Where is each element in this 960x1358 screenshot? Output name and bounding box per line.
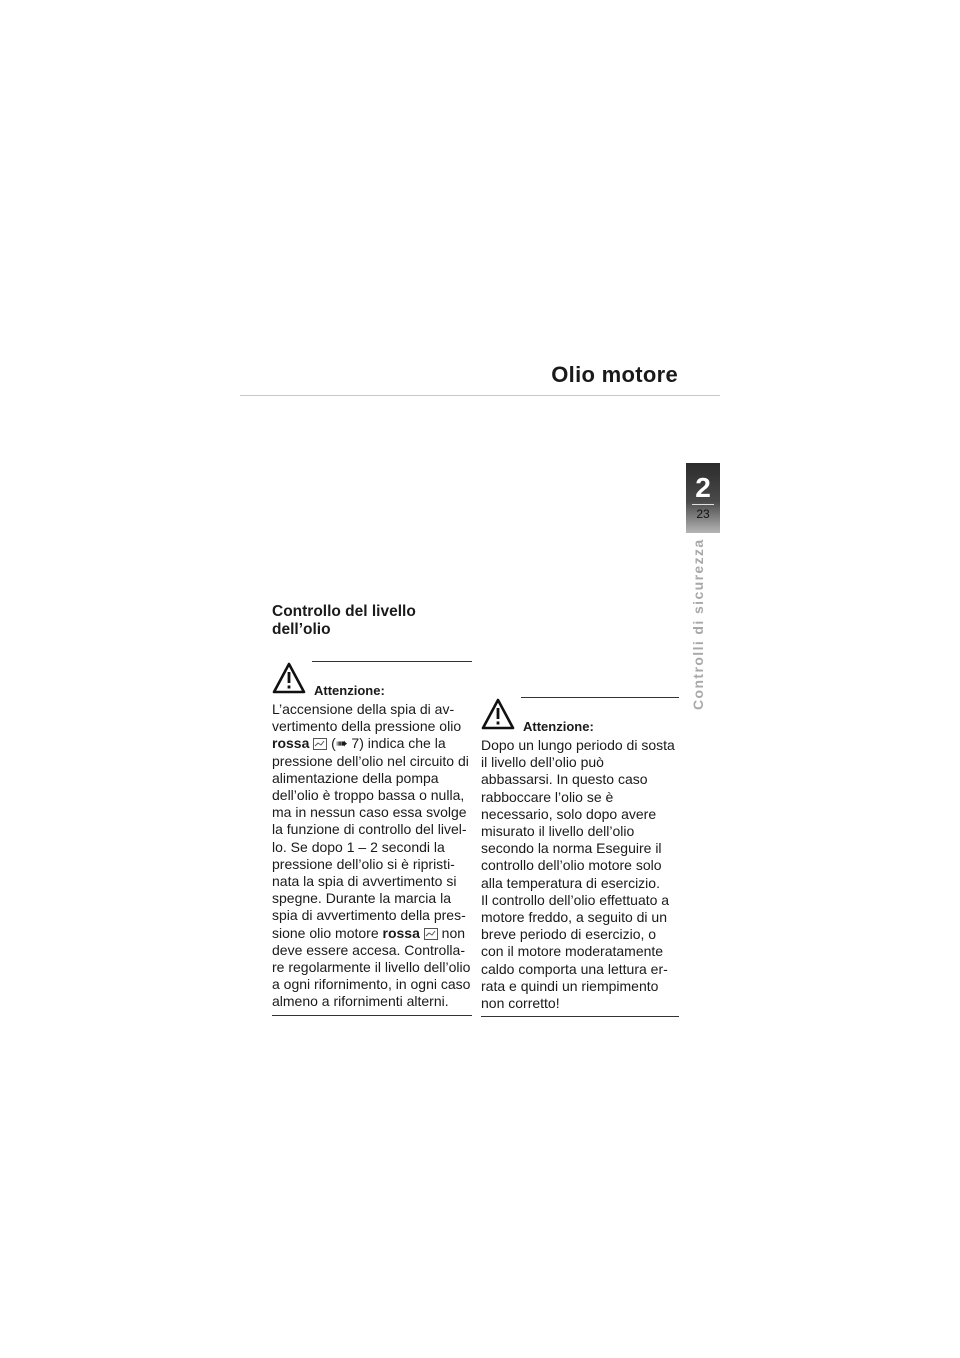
section-heading-line-2: dell’olio — [272, 621, 331, 638]
tab-divider — [692, 504, 714, 505]
page-reference-arrow: ➠ — [335, 735, 348, 752]
warning-label: Attenzione: — [314, 682, 385, 698]
page-number: 23 — [696, 507, 710, 521]
warning-text-3: Il controllo dell’olio effettuato a motore freddo, a seguito di un breve periodo di esercizio, o con il motore moderatamente caldo comporta una lettura er-rata e quindi un riempimento non corretto! — [481, 891, 670, 1012]
chapter-tab — [686, 463, 720, 533]
warning-text-part-3: 7) indica che la pressione dell’olio nel circuito di alimentazione della pompa dell’olio è troppo bassa o nulla, ma in nessun caso essa svolge la funzione di controllo del livel-lo. Se dopo 1 – 2 secondi la pressione dell’olio si è ripristi-nata la spia di avvertimento si spegne. Durante la marcia la spia di avvertimento della pres-sione olio motore — [272, 735, 469, 941]
left-column — [272, 603, 472, 1016]
warning-header-2 — [481, 697, 679, 737]
bold-red-word: rossa — [272, 735, 310, 752]
warning-text-part-4: non deve essere accesa. Controlla-re regolarmente il livello dell’olio a ogni rifornimento, in ogni caso almeno a rifornimenti alterni. — [272, 924, 471, 1010]
bold-red-word-2: rossa — [382, 924, 420, 941]
warning-header — [272, 661, 472, 701]
warning-text — [272, 701, 472, 1011]
warning-label-2: Attenzione: — [523, 718, 594, 734]
warning-triangle-icon-2 — [481, 698, 515, 730]
warning-end-rule-2 — [481, 1016, 679, 1017]
warning-rule-2 — [521, 697, 679, 698]
warning-text-part-2: ( — [331, 735, 336, 752]
side-chapter-label: Controlli di sicurezza — [690, 538, 706, 710]
section-heading-line-1: Controllo del livello — [272, 603, 416, 620]
warning-end-rule — [272, 1015, 472, 1016]
oil-pressure-lamp-icon — [313, 738, 327, 750]
chapter-number: 2 — [695, 472, 711, 503]
section-heading — [272, 603, 472, 639]
right-column — [481, 697, 679, 1017]
header-rule — [240, 395, 720, 396]
warning-triangle-icon — [272, 662, 306, 694]
warning-rule — [312, 661, 472, 662]
warning-text-part-1: L’accensione della spia di av-vertimento della pressione olio — [272, 701, 462, 735]
warning-text-2: Dopo un lungo periodo di sosta il livello dell’olio può abbassarsi. In questo caso rabboccare l’olio se è necessario, solo dopo avere misurato il livello dell’olio secondo la norma Eseguire il controllo dell’olio motore solo alla temperatura di esercizio. — [481, 737, 675, 891]
oil-pressure-lamp-icon-2 — [424, 928, 438, 940]
page-title: Olio motore — [551, 362, 678, 387]
